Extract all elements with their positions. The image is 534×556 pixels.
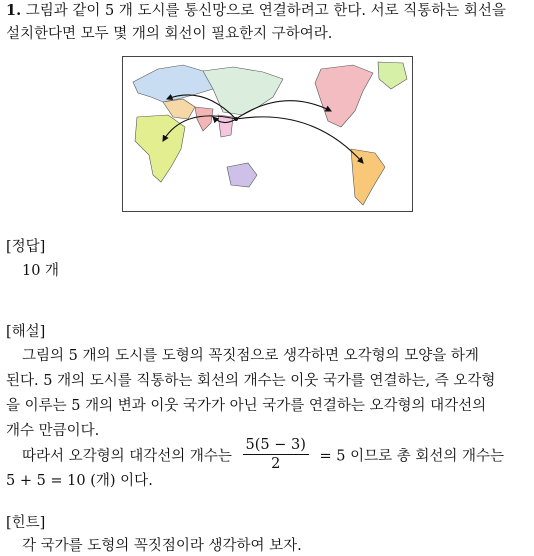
problem-number: 1. (6, 2, 22, 19)
problem-line-1 (6, 2, 506, 20)
hint-line-1: 각 국가를 도형의 꼭짓점이라 생각하여 보자. (22, 538, 302, 554)
greenland-region (378, 62, 407, 89)
answer-value: 10 개 (22, 263, 60, 279)
diagonal-fraction (243, 436, 309, 473)
explanation-line-5 (22, 438, 504, 475)
problem-text-1: 그림과 같이 5 개 도시를 통신망으로 연결하려고 한다. 서로 직통하는 회선을 (25, 3, 506, 19)
world-map-figure (122, 56, 413, 212)
hint-header: [힌트] (6, 515, 46, 531)
explanation-line-5-suffix: = 5 이므로 총 회선의 개수는 (319, 448, 505, 465)
explanation-line-2: 된다. 5 개의 도시를 직통하는 회선의 개수는 이웃 국가를 연결하는, 즉 오각형 (6, 373, 496, 389)
answer-header: [정답] (6, 239, 46, 255)
fraction-denominator: 2 (271, 456, 281, 472)
asia-region (203, 67, 283, 115)
problem-line-2: 설치한다면 모두 몇 개의 회선이 필요한지 구하여라. (6, 26, 333, 42)
explanation-line-5-prefix: 따라서 오각형의 대각선의 개수는 (22, 448, 232, 465)
explanation-header: [해설] (6, 324, 46, 340)
north-america-region (315, 65, 373, 127)
south-america-region (351, 149, 385, 205)
explanation-line-4: 개수 만큼이다. (6, 423, 100, 439)
australia-region (227, 163, 257, 187)
explanation-line-1: 그림의 5 개의 도시를 도형의 꼭짓점으로 생각하면 오각형의 모양을 하게 (22, 348, 479, 364)
explanation-line-6: 5 + 5 = 10 (개) 이다. (6, 473, 153, 489)
explanation-line-3: 을 이루는 5 개의 변과 이웃 국가가 아닌 국가를 연결하는 오각형의 대각선의 (6, 398, 487, 414)
india-region (195, 107, 213, 131)
hub-city-dot (234, 117, 238, 121)
fraction-numerator: 5(5 − 3) (243, 436, 309, 455)
